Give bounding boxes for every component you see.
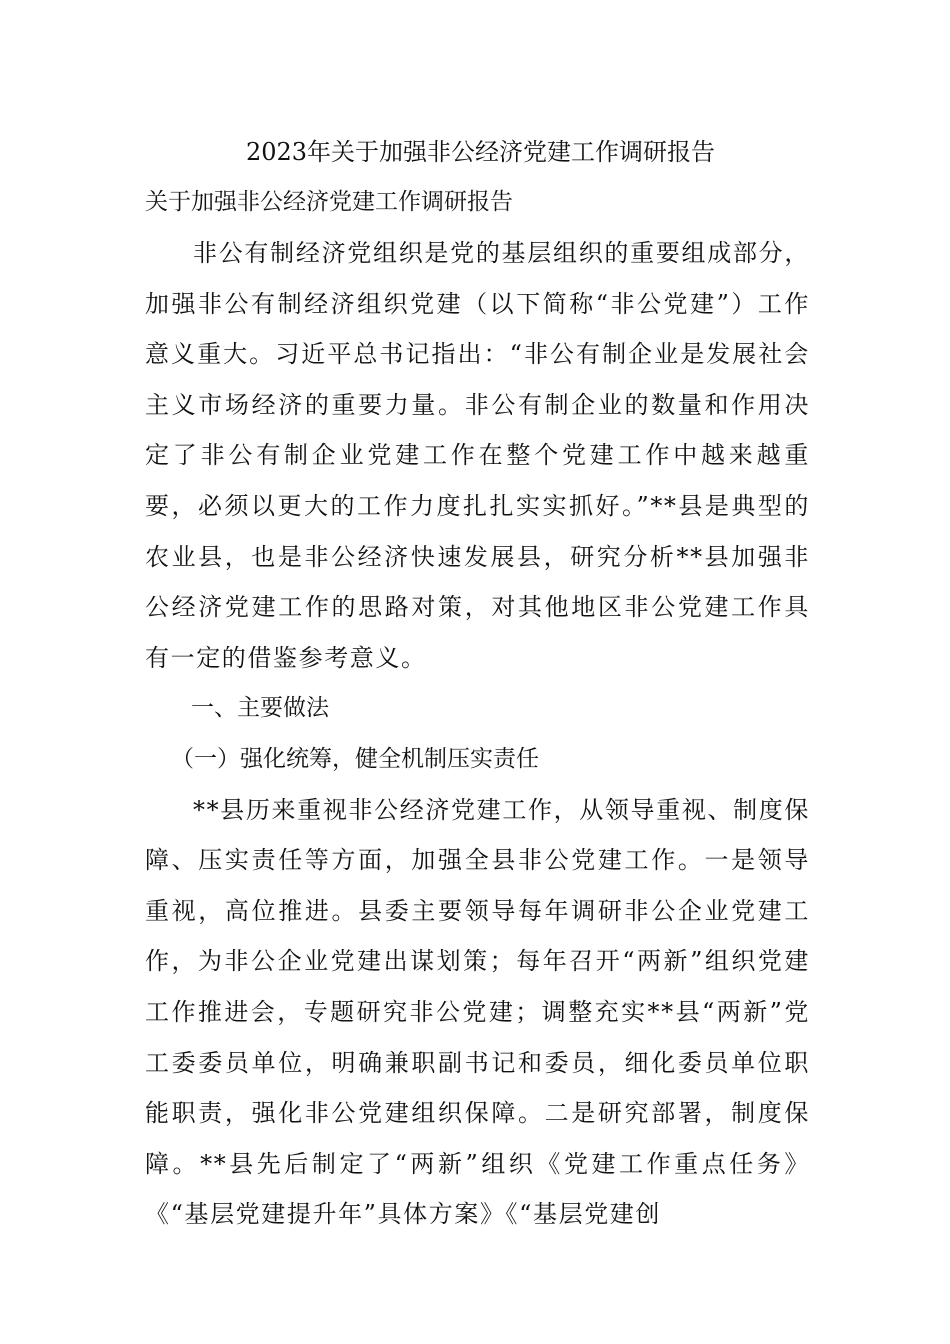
subsection-heading-coordination: （一）强化统筹，健全机制压实责任 xyxy=(171,745,539,772)
section-heading-main-practices: 一、主要做法 xyxy=(191,695,329,722)
body-paragraph: **县历来重视非公经济党建工作，从领导重视、制度保障、压实责任等方面，加强全县非公党建工作。一是领导重视，高位推进。县委主要领导每年调研非公企业党建工作，为非公企业党建出谋划策；每年召开“两新”组织党建工作推进会，专题研究非公党建；调整充实**县“两新”党工委委员单位，明确兼职副书记和委员，细化委员单位职能职责，强化非公党建组织保障。二是研究部署，制度保障。**县先后制定了“两新”组织《党建工作重点任务》《“基层党建提升年”具体方案》《“基层党建创 xyxy=(145,795,810,1229)
document-body xyxy=(145,128,810,1240)
document-title: 2023年关于加强非公经济党建工作调研报告 xyxy=(245,138,716,166)
intro-paragraph: 非公有制经济党组织是党的基层组织的重要组成部分，加强非公有制经济组织党建（以下简称“非公党建”）工作意义重大。习近平总书记指出：“非公有制企业是发展社会主义市场经济的重要力量。非公有制企业的数量和作用决定了非公有制企业党建工作在整个党建工作中越来越重要，必须以更大的工作力度扎扎实实抓好。”**县是典型的农业县，也是非公经济快速发展县，研究分析**县加强非公经济党建工作的思路对策，对其他地区非公党建工作具有一定的借鉴参考意义。 xyxy=(145,239,810,672)
document-subtitle: 关于加强非公经济党建工作调研报告 xyxy=(145,189,513,215)
